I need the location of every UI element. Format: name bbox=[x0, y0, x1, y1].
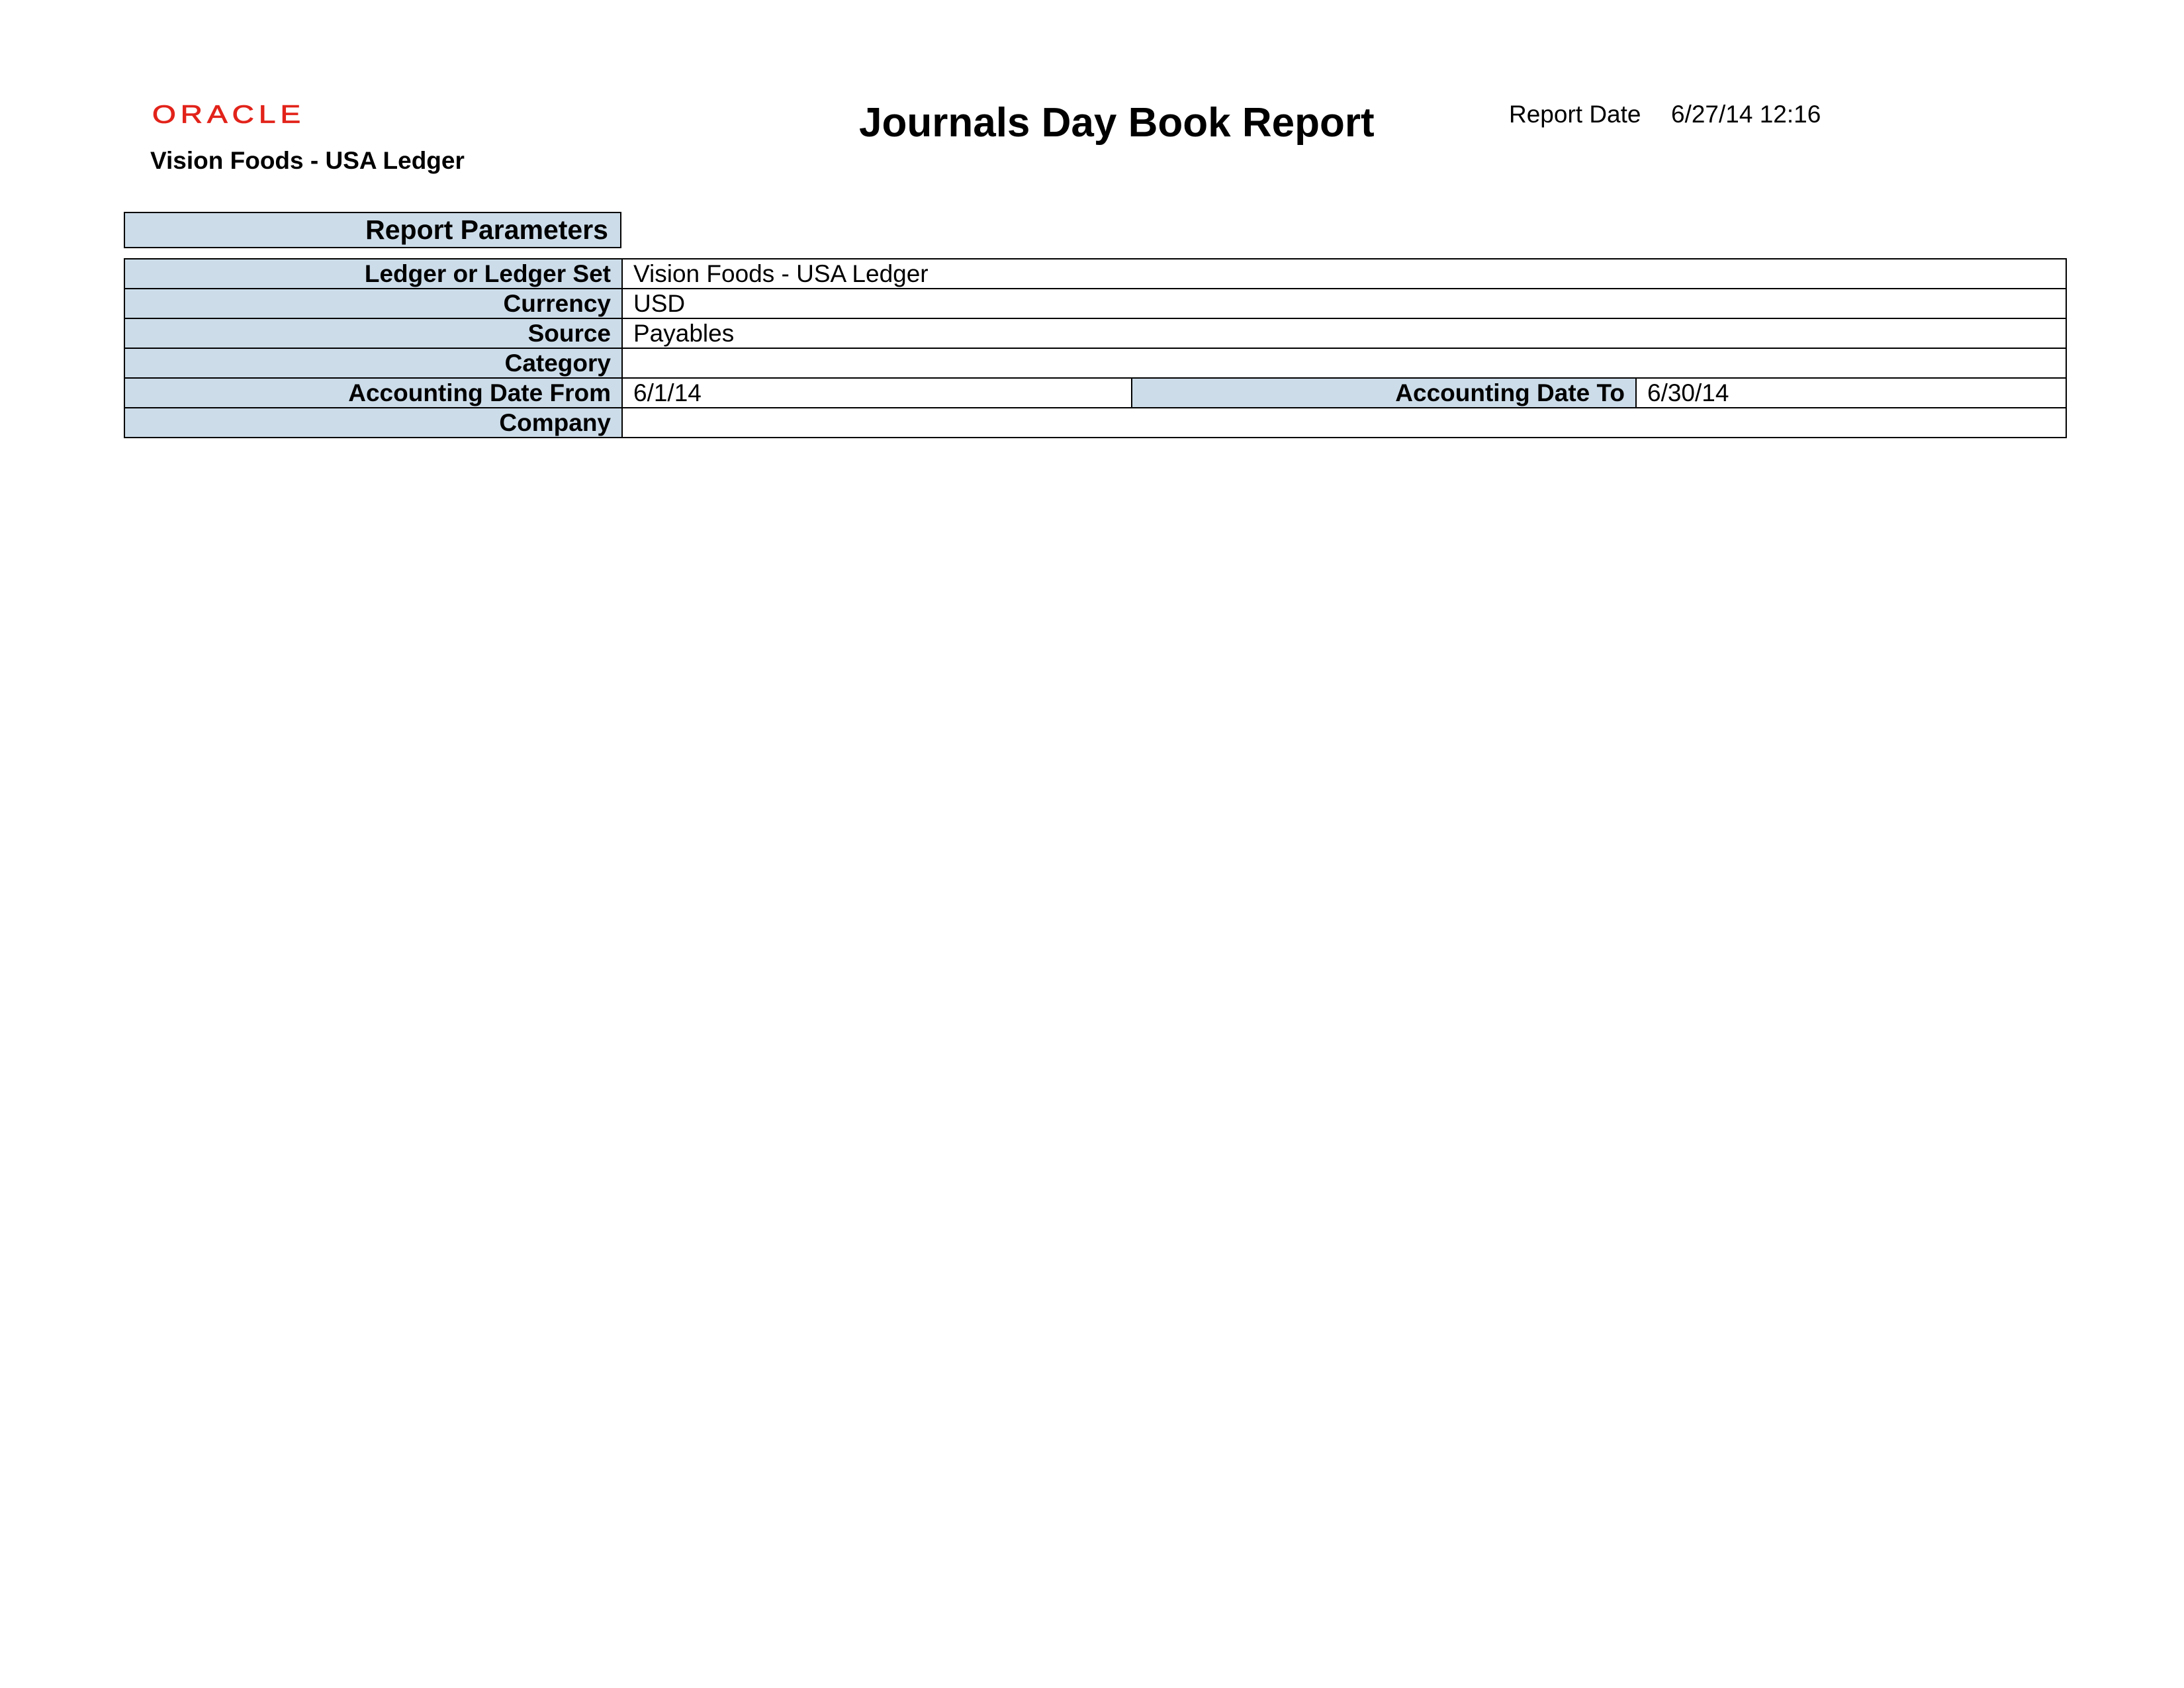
param-label-ledger: Ledger or Ledger Set bbox=[124, 259, 622, 289]
oracle-logo: ORACLE bbox=[152, 99, 306, 128]
param-value-source: Payables bbox=[622, 318, 2066, 348]
param-row-ledger bbox=[124, 259, 2066, 289]
param-row-accounting-dates bbox=[124, 378, 2066, 408]
param-label-category: Category bbox=[124, 348, 622, 378]
param-value-currency: USD bbox=[622, 289, 2066, 318]
param-value-date-to: 6/30/14 bbox=[1636, 378, 2066, 408]
param-label-date-to: Accounting Date To bbox=[1132, 378, 1636, 408]
param-label-currency: Currency bbox=[124, 289, 622, 318]
report-date-label: Report Date bbox=[1509, 101, 1641, 128]
param-row-category bbox=[124, 348, 2066, 378]
param-label-source: Source bbox=[124, 318, 622, 348]
report-title: Journals Day Book Report bbox=[859, 100, 1375, 146]
report-parameters-heading: Report Parameters bbox=[124, 212, 621, 248]
param-label-company: Company bbox=[124, 408, 622, 438]
param-value-company bbox=[622, 408, 2066, 438]
param-value-ledger: Vision Foods - USA Ledger bbox=[622, 259, 2066, 289]
param-row-company bbox=[124, 408, 2066, 438]
param-row-source bbox=[124, 318, 2066, 348]
report-date-value: 6/27/14 12:16 bbox=[1671, 101, 1821, 128]
param-value-date-from: 6/1/14 bbox=[622, 378, 1132, 408]
ledger-name: Vision Foods - USA Ledger bbox=[150, 147, 465, 174]
param-value-category bbox=[622, 348, 2066, 378]
param-row-currency bbox=[124, 289, 2066, 318]
report-parameters-table bbox=[124, 258, 2067, 438]
param-label-date-from: Accounting Date From bbox=[124, 378, 622, 408]
